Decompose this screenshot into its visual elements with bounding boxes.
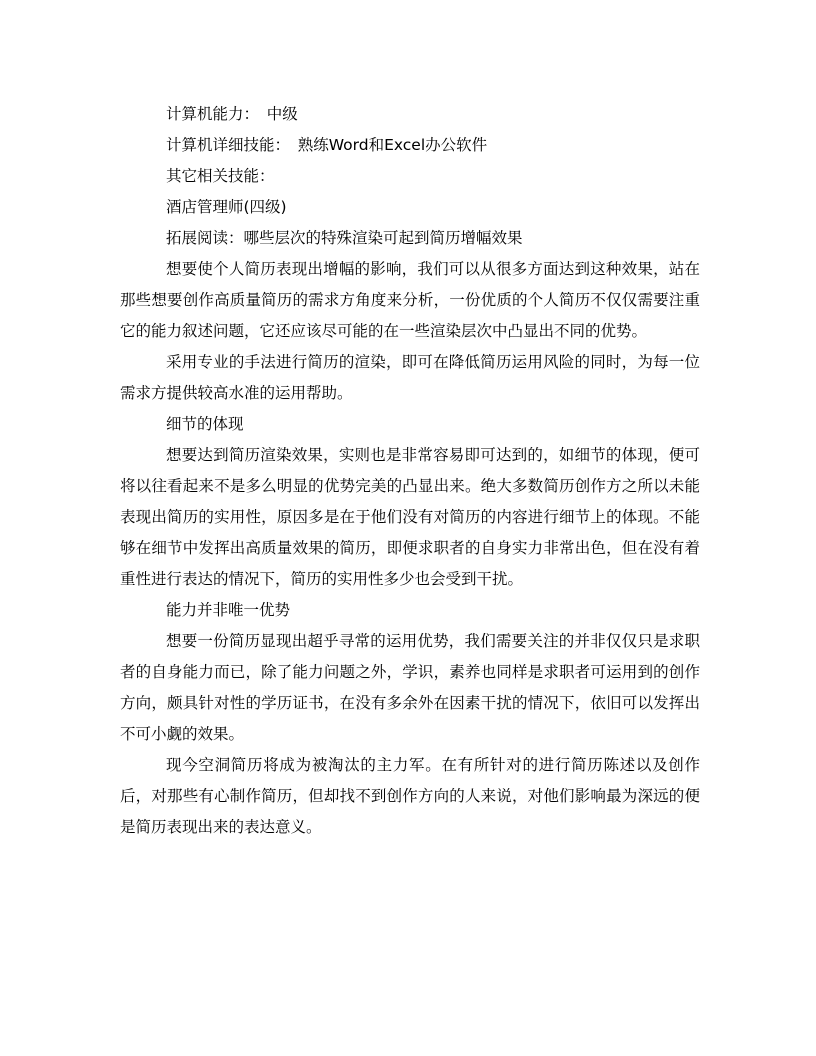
heading-ability: 能力并非唯一优势 [166, 601, 291, 619]
computer-ability-line: 计算机能力： 中级 [166, 105, 298, 123]
computer-skills-line: 计算机详细技能： 熟练Word和Excel办公软件 [166, 136, 488, 154]
paragraph-detail: 想要达到简历渲染效果，实则也是非常容易即可达到的，如细节的体现，便可将以往看起来不是多么明显的优势完美的凸显出来。绝大多数简历创作方之所以未能表现出简历的实用性，原因多是在于他们没有对简历的内容进行细节上的体现。不能够在细节中发挥出高质量效果的简历，即便求职者的自身实力非常出色，但在没有着重性进行表达的情况下，简历的实用性多少也会受到干扰。 [120, 446, 700, 588]
document-body [120, 99, 700, 843]
other-skills-line: 其它相关技能： [166, 167, 275, 185]
paragraph-professional: 采用专业的手法进行简历的渲染，即可在降低简历运用风险的同时，为每一位需求方提供较高水准的运用帮助。 [120, 353, 700, 402]
certificate-line: 酒店管理师(四级) [166, 198, 287, 216]
paragraph-intro: 想要使个人简历表现出增幅的影响，我们可以从很多方面达到这种效果，站在那些想要创作高质量简历的需求方角度来分析，一份优质的个人简历不仅仅需要注重它的能力叙述问题，它还应该尽可能的在一些渲染层次中凸显出不同的优势。 [120, 260, 700, 340]
heading-detail: 细节的体现 [166, 415, 244, 433]
paragraph-conclusion: 现今空洞简历将成为被淘汰的主力军。在有所针对的进行简历陈述以及创作后，对那些有心制作简历，但却找不到创作方向的人来说，对他们影响最为深远的便是简历表现出来的表达意义。 [120, 756, 700, 836]
extended-reading-line: 拓展阅读：哪些层次的特殊渲染可起到简历增幅效果 [166, 229, 523, 247]
paragraph-ability: 想要一份简历显现出超乎寻常的运用优势，我们需要关注的并非仅仅只是求职者的自身能力而已，除了能力问题之外，学识，素养也同样是求职者可运用到的创作方向，颇具针对性的学历证书，在没有多余外在因素干扰的情况下，依旧可以发挥出不可小觑的效果。 [120, 632, 700, 743]
